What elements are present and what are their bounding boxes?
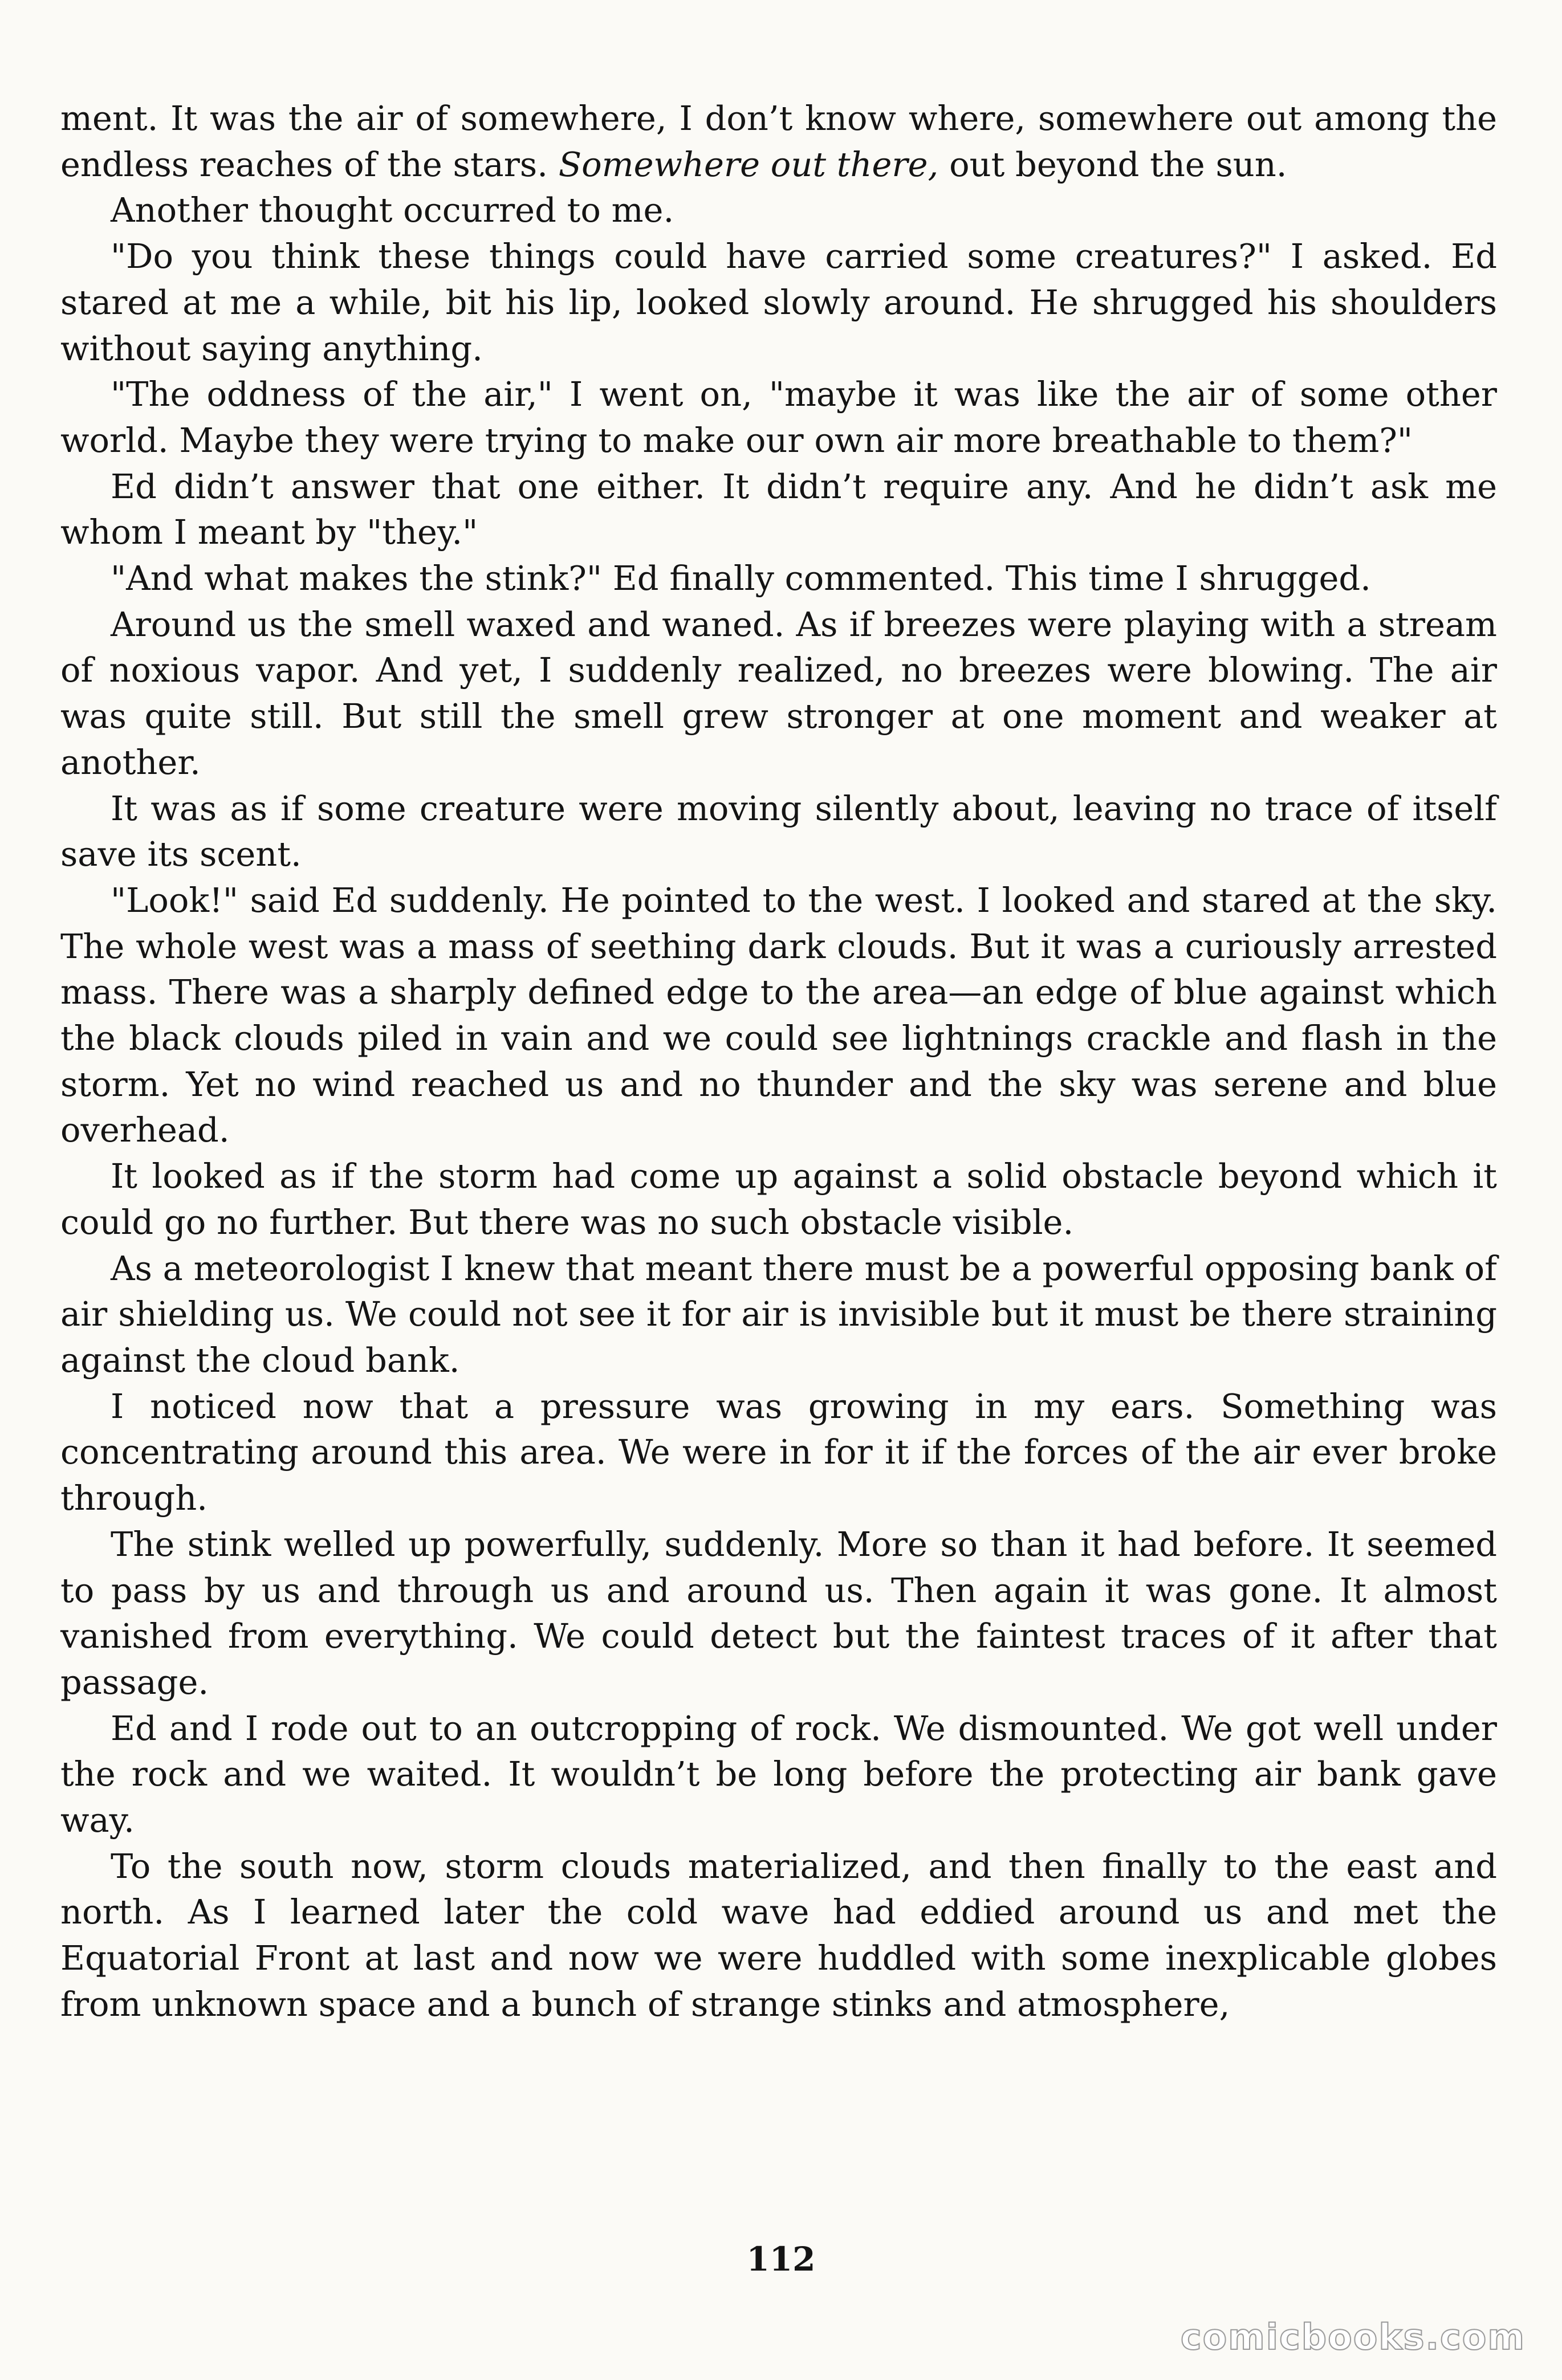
paragraph-8: It was as if some creature were moving silently about, leaving no trace of itself save its scent. <box>60 788 1497 874</box>
paragraph-12: I noticed now that a pressure was growing in my ears. Something was concentrating around this area. We were in for it if the forces of the air ever broke through. <box>60 1386 1497 1518</box>
paragraph-1-tail: out beyond the sun. <box>949 144 1287 184</box>
page-number: 112 <box>746 2240 816 2279</box>
paragraph-5: Ed didn’t answer that one either. It didn’t require any. And he didn’t ask me whom I meant by "they." <box>60 466 1497 552</box>
paragraph-6: "And what makes the stink?" Ed finally commented. This time I shrugged. <box>111 559 1371 598</box>
paragraph-4: "The oddness of the air," I went on, "maybe it was like the air of some other world. Maybe they were trying to make our own air more breathable to them?" <box>60 374 1497 460</box>
paragraph-1 <box>60 96 1497 188</box>
paragraph-1-text: ment. It was the air of somewhere, I don’t know where, somewhere out among the endless reaches of the stars. <box>60 99 1497 184</box>
body-text <box>60 96 1497 2028</box>
paragraph-11: As a meteorologist I knew that meant there must be a powerful opposing bank of air shielding us. We could not see it for air is invisible but it must be there straining against the cloud bank. <box>60 1248 1497 1380</box>
paragraph-9: "Look!" said Ed suddenly. He pointed to the west. I looked and stared at the sky. The whole west was a mass of seething dark clouds. But it was a curiously arrested mass. There was a sharply defined edge to the area—an edge of blue against which the black clouds piled in vain and we could see lightnings crackle and flash in the storm. Yet no wind reached us and no thunder and the sky was serene and blue overhead. <box>60 880 1497 1150</box>
paragraph-3: "Do you think these things could have carried some creatures?" I asked. Ed stared at me a while, bit his lip, looked slowly around. He shrugged his shoulders without saying anything. <box>60 237 1497 368</box>
paragraph-13: The stink welled up powerfully, suddenly. More so than it had before. It seemed to pass by us and through us and around us. Then again it was gone. It almost vanished from everything. We could detect but the faintest traces of it after that passage. <box>60 1524 1497 1702</box>
paragraph-14: Ed and I rode out to an outcropping of rock. We dismounted. We got well under the rock and we waited. It wouldn’t be long before the protecting air bank gave way. <box>60 1708 1497 1840</box>
watermark: comicbooks.com <box>1180 2316 1526 2358</box>
paragraph-1-italic: Somewhere out there, <box>558 144 939 184</box>
paragraph-7: Around us the smell waxed and waned. As if breezes were playing with a stream of noxious vapor. And yet, I suddenly realized, no breezes were blowing. The air was quite still. But still the smell grew stronger at one moment and weaker at another. <box>60 604 1497 782</box>
paragraph-2: Another thought occurred to me. <box>111 190 674 230</box>
paragraph-10: It looked as if the storm had come up against a solid obstacle beyond which it could go no further. But there was no such obstacle visible. <box>60 1156 1497 1242</box>
paragraph-15: To the south now, storm clouds materialized, and then finally to the east and north. As I learned later the cold wave had eddied around us and met the Equatorial Front at last and now we were huddled with some inexplicable globes from unknown space and a bunch of strange stinks and atmosphere, <box>60 1846 1497 2024</box>
